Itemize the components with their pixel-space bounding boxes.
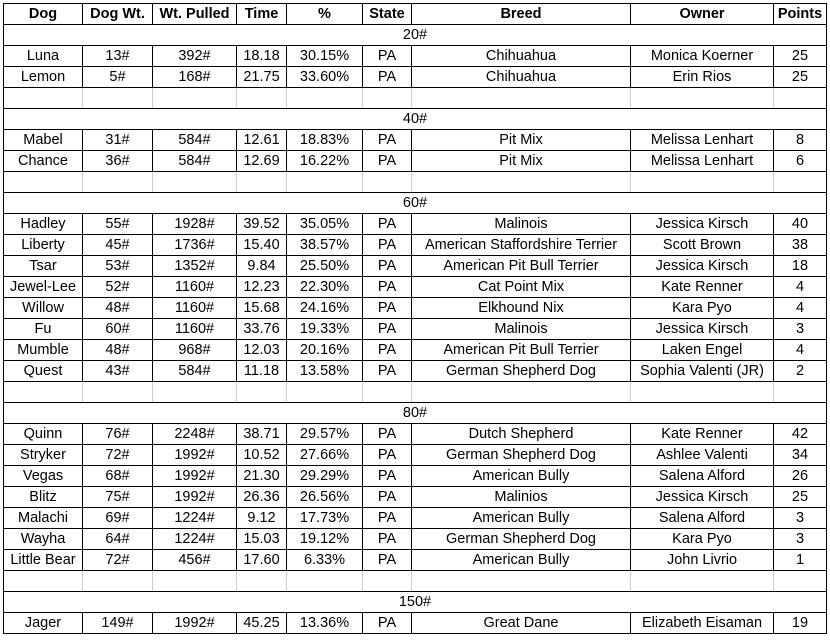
cell-weight-pulled: 1160# <box>153 277 237 298</box>
cell-weight-pulled: 1736# <box>153 235 237 256</box>
cell-weight-pulled: 968# <box>153 340 237 361</box>
spacer-cell <box>237 172 287 193</box>
cell-owner: Kate Renner <box>631 424 774 445</box>
cell-time: 38.71 <box>237 424 287 445</box>
cell-time: 12.03 <box>237 340 287 361</box>
spacer-row <box>4 382 827 403</box>
cell-breed: Elkhound Nix <box>412 298 631 319</box>
cell-breed: German Shepherd Dog <box>412 445 631 466</box>
spacer-cell <box>631 382 774 403</box>
cell-dog-name: Fu <box>4 319 83 340</box>
cell-percent: 13.58% <box>287 361 363 382</box>
group-header-row <box>4 403 827 424</box>
cell-percent: 25.50% <box>287 256 363 277</box>
group-header-row <box>4 592 827 613</box>
header-dog: Dog <box>4 4 83 25</box>
table-body <box>4 25 827 634</box>
group-label: 40# <box>4 109 827 130</box>
spacer-cell <box>153 571 237 592</box>
cell-breed: Pit Mix <box>412 130 631 151</box>
spacer-cell <box>237 571 287 592</box>
cell-dog-weight: 149# <box>83 613 153 634</box>
header-owner: Owner <box>631 4 774 25</box>
spacer-cell <box>237 382 287 403</box>
table-row <box>4 256 827 277</box>
cell-points: 8 <box>774 130 827 151</box>
cell-percent: 22.30% <box>287 277 363 298</box>
cell-weight-pulled: 584# <box>153 151 237 172</box>
spacer-cell <box>4 571 83 592</box>
cell-owner: Kate Renner <box>631 277 774 298</box>
cell-owner: Salena Alford <box>631 508 774 529</box>
cell-dog-weight: 52# <box>83 277 153 298</box>
cell-owner: Laken Engel <box>631 340 774 361</box>
spacer-cell <box>153 88 237 109</box>
cell-dog-weight: 72# <box>83 445 153 466</box>
cell-dog-name: Quinn <box>4 424 83 445</box>
cell-owner: Monica Koerner <box>631 46 774 67</box>
table-row <box>4 46 827 67</box>
header-state: State <box>363 4 412 25</box>
cell-breed: Great Dane <box>412 613 631 634</box>
cell-weight-pulled: 1992# <box>153 613 237 634</box>
cell-dog-name: Chance <box>4 151 83 172</box>
cell-weight-pulled: 456# <box>153 550 237 571</box>
group-label: 60# <box>4 193 827 214</box>
table-row <box>4 613 827 634</box>
cell-dog-name: Luna <box>4 46 83 67</box>
cell-dog-weight: 72# <box>83 550 153 571</box>
cell-time: 10.52 <box>237 445 287 466</box>
cell-time: 17.60 <box>237 550 287 571</box>
cell-points: 3 <box>774 319 827 340</box>
header-time: Time <box>237 4 287 25</box>
table-row <box>4 235 827 256</box>
cell-points: 40 <box>774 214 827 235</box>
spacer-cell <box>412 172 631 193</box>
cell-percent: 29.57% <box>287 424 363 445</box>
cell-weight-pulled: 1224# <box>153 508 237 529</box>
cell-dog-weight: 45# <box>83 235 153 256</box>
cell-state: PA <box>363 319 412 340</box>
cell-dog-name: Liberty <box>4 235 83 256</box>
group-header-row <box>4 109 827 130</box>
cell-dog-name: Jewel-Lee <box>4 277 83 298</box>
cell-dog-weight: 43# <box>83 361 153 382</box>
group-label: 20# <box>4 25 827 46</box>
cell-owner: Kara Pyo <box>631 298 774 319</box>
cell-weight-pulled: 584# <box>153 361 237 382</box>
cell-dog-name: Mumble <box>4 340 83 361</box>
cell-state: PA <box>363 256 412 277</box>
cell-time: 18.18 <box>237 46 287 67</box>
cell-breed: Dutch Shepherd <box>412 424 631 445</box>
cell-state: PA <box>363 445 412 466</box>
cell-owner: Jessica Kirsch <box>631 214 774 235</box>
cell-percent: 35.05% <box>287 214 363 235</box>
cell-points: 19 <box>774 613 827 634</box>
group-label: 80# <box>4 403 827 424</box>
cell-dog-name: Blitz <box>4 487 83 508</box>
cell-time: 12.61 <box>237 130 287 151</box>
table-row <box>4 67 827 88</box>
cell-dog-name: Tsar <box>4 256 83 277</box>
cell-time: 15.68 <box>237 298 287 319</box>
cell-state: PA <box>363 550 412 571</box>
cell-points: 2 <box>774 361 827 382</box>
cell-time: 39.52 <box>237 214 287 235</box>
cell-state: PA <box>363 487 412 508</box>
spacer-cell <box>412 571 631 592</box>
cell-percent: 18.83% <box>287 130 363 151</box>
cell-state: PA <box>363 340 412 361</box>
cell-weight-pulled: 1992# <box>153 487 237 508</box>
spacer-cell <box>287 382 363 403</box>
cell-weight-pulled: 1992# <box>153 445 237 466</box>
cell-dog-weight: 64# <box>83 529 153 550</box>
cell-state: PA <box>363 235 412 256</box>
header-percent: % <box>287 4 363 25</box>
cell-weight-pulled: 1352# <box>153 256 237 277</box>
cell-state: PA <box>363 151 412 172</box>
cell-state: PA <box>363 214 412 235</box>
cell-points: 26 <box>774 466 827 487</box>
table-row <box>4 340 827 361</box>
cell-dog-name: Wayha <box>4 529 83 550</box>
cell-time: 15.40 <box>237 235 287 256</box>
cell-weight-pulled: 1992# <box>153 466 237 487</box>
spacer-cell <box>774 172 827 193</box>
group-label: 150# <box>4 592 827 613</box>
spacer-row <box>4 88 827 109</box>
cell-time: 26.36 <box>237 487 287 508</box>
cell-dog-weight: 68# <box>83 466 153 487</box>
spacer-cell <box>363 571 412 592</box>
cell-points: 25 <box>774 487 827 508</box>
spacer-cell <box>83 88 153 109</box>
cell-time: 12.69 <box>237 151 287 172</box>
cell-state: PA <box>363 508 412 529</box>
cell-dog-weight: 69# <box>83 508 153 529</box>
cell-breed: American Pit Bull Terrier <box>412 256 631 277</box>
spacer-cell <box>412 382 631 403</box>
cell-dog-name: Lemon <box>4 67 83 88</box>
cell-time: 12.23 <box>237 277 287 298</box>
table-row <box>4 424 827 445</box>
cell-owner: Melissa Lenhart <box>631 130 774 151</box>
table-row <box>4 130 827 151</box>
cell-owner: Ashlee Valenti <box>631 445 774 466</box>
cell-points: 6 <box>774 151 827 172</box>
cell-dog-name: Little Bear <box>4 550 83 571</box>
spacer-cell <box>412 88 631 109</box>
cell-points: 25 <box>774 46 827 67</box>
cell-dog-weight: 36# <box>83 151 153 172</box>
cell-dog-weight: 48# <box>83 340 153 361</box>
cell-dog-weight: 5# <box>83 67 153 88</box>
table-row <box>4 508 827 529</box>
group-header-row <box>4 25 827 46</box>
cell-dog-name: Stryker <box>4 445 83 466</box>
cell-percent: 29.29% <box>287 466 363 487</box>
cell-breed: Malinois <box>412 319 631 340</box>
cell-dog-name: Hadley <box>4 214 83 235</box>
spacer-cell <box>287 88 363 109</box>
cell-percent: 20.16% <box>287 340 363 361</box>
cell-dog-weight: 13# <box>83 46 153 67</box>
spacer-cell <box>287 571 363 592</box>
header-breed: Breed <box>412 4 631 25</box>
cell-state: PA <box>363 46 412 67</box>
cell-points: 25 <box>774 67 827 88</box>
cell-dog-weight: 55# <box>83 214 153 235</box>
cell-weight-pulled: 168# <box>153 67 237 88</box>
cell-time: 45.25 <box>237 613 287 634</box>
cell-state: PA <box>363 361 412 382</box>
cell-weight-pulled: 392# <box>153 46 237 67</box>
cell-percent: 30.15% <box>287 46 363 67</box>
cell-owner: Melissa Lenhart <box>631 151 774 172</box>
cell-points: 1 <box>774 550 827 571</box>
cell-dog-name: Jager <box>4 613 83 634</box>
spacer-cell <box>631 571 774 592</box>
cell-percent: 33.60% <box>287 67 363 88</box>
cell-percent: 24.16% <box>287 298 363 319</box>
cell-dog-name: Mabel <box>4 130 83 151</box>
cell-owner: John Livrio <box>631 550 774 571</box>
cell-state: PA <box>363 67 412 88</box>
cell-points: 38 <box>774 235 827 256</box>
cell-state: PA <box>363 298 412 319</box>
cell-points: 3 <box>774 508 827 529</box>
cell-time: 21.75 <box>237 67 287 88</box>
spacer-row <box>4 571 827 592</box>
spacer-cell <box>237 88 287 109</box>
header-dog-weight: Dog Wt. <box>83 4 153 25</box>
cell-weight-pulled: 1928# <box>153 214 237 235</box>
cell-points: 34 <box>774 445 827 466</box>
cell-weight-pulled: 1224# <box>153 529 237 550</box>
cell-state: PA <box>363 130 412 151</box>
cell-breed: American Staffordshire Terrier <box>412 235 631 256</box>
cell-dog-weight: 76# <box>83 424 153 445</box>
cell-time: 15.03 <box>237 529 287 550</box>
cell-owner: Sophia Valenti (JR) <box>631 361 774 382</box>
spacer-cell <box>774 382 827 403</box>
spacer-cell <box>287 172 363 193</box>
spacer-row <box>4 172 827 193</box>
spacer-cell <box>363 172 412 193</box>
cell-percent: 17.73% <box>287 508 363 529</box>
cell-percent: 13.36% <box>287 613 363 634</box>
spacer-cell <box>4 172 83 193</box>
cell-percent: 16.22% <box>287 151 363 172</box>
cell-weight-pulled: 2248# <box>153 424 237 445</box>
table-row <box>4 550 827 571</box>
spacer-cell <box>153 172 237 193</box>
header-points: Points <box>774 4 827 25</box>
cell-breed: Chihuahua <box>412 46 631 67</box>
cell-points: 3 <box>774 529 827 550</box>
cell-owner: Jessica Kirsch <box>631 319 774 340</box>
cell-dog-weight: 53# <box>83 256 153 277</box>
cell-percent: 6.33% <box>287 550 363 571</box>
cell-percent: 19.33% <box>287 319 363 340</box>
cell-breed: American Bully <box>412 508 631 529</box>
table-row <box>4 466 827 487</box>
spacer-cell <box>83 571 153 592</box>
cell-dog-weight: 48# <box>83 298 153 319</box>
cell-dog-name: Willow <box>4 298 83 319</box>
cell-state: PA <box>363 424 412 445</box>
header-row <box>4 4 827 25</box>
cell-points: 18 <box>774 256 827 277</box>
cell-points: 42 <box>774 424 827 445</box>
spacer-cell <box>363 382 412 403</box>
header-weight-pulled: Wt. Pulled <box>153 4 237 25</box>
cell-time: 21.30 <box>237 466 287 487</box>
spacer-cell <box>631 88 774 109</box>
cell-owner: Kara Pyo <box>631 529 774 550</box>
cell-owner: Jessica Kirsch <box>631 487 774 508</box>
cell-owner: Salena Alford <box>631 466 774 487</box>
cell-state: PA <box>363 529 412 550</box>
spacer-cell <box>153 382 237 403</box>
cell-breed: Pit Mix <box>412 151 631 172</box>
cell-dog-name: Quest <box>4 361 83 382</box>
cell-time: 9.12 <box>237 508 287 529</box>
cell-dog-weight: 75# <box>83 487 153 508</box>
cell-breed: American Bully <box>412 466 631 487</box>
spacer-cell <box>774 88 827 109</box>
group-header-row <box>4 193 827 214</box>
cell-owner: Jessica Kirsch <box>631 256 774 277</box>
cell-breed: German Shepherd Dog <box>412 529 631 550</box>
cell-owner: Erin Rios <box>631 67 774 88</box>
cell-time: 9.84 <box>237 256 287 277</box>
cell-dog-name: Malachi <box>4 508 83 529</box>
cell-breed: Malinois <box>412 214 631 235</box>
cell-owner: Elizabeth Eisaman <box>631 613 774 634</box>
table-row <box>4 445 827 466</box>
cell-dog-name: Vegas <box>4 466 83 487</box>
cell-time: 33.76 <box>237 319 287 340</box>
cell-breed: Chihuahua <box>412 67 631 88</box>
cell-breed: Malinios <box>412 487 631 508</box>
spacer-cell <box>83 172 153 193</box>
table-row <box>4 277 827 298</box>
cell-points: 4 <box>774 340 827 361</box>
cell-weight-pulled: 1160# <box>153 298 237 319</box>
cell-breed: American Pit Bull Terrier <box>412 340 631 361</box>
spacer-cell <box>4 88 83 109</box>
cell-state: PA <box>363 277 412 298</box>
table-row <box>4 487 827 508</box>
cell-percent: 38.57% <box>287 235 363 256</box>
table-row <box>4 529 827 550</box>
table-row <box>4 298 827 319</box>
spacer-cell <box>631 172 774 193</box>
table-row <box>4 319 827 340</box>
spacer-cell <box>774 571 827 592</box>
results-table <box>3 3 827 634</box>
cell-state: PA <box>363 466 412 487</box>
cell-percent: 19.12% <box>287 529 363 550</box>
cell-dog-weight: 60# <box>83 319 153 340</box>
cell-breed: American Bully <box>412 550 631 571</box>
cell-breed: German Shepherd Dog <box>412 361 631 382</box>
spacer-cell <box>83 382 153 403</box>
spacer-cell <box>4 382 83 403</box>
spacer-cell <box>363 88 412 109</box>
cell-points: 4 <box>774 277 827 298</box>
table-row <box>4 214 827 235</box>
cell-owner: Scott Brown <box>631 235 774 256</box>
cell-percent: 27.66% <box>287 445 363 466</box>
table-row <box>4 361 827 382</box>
table-row <box>4 151 827 172</box>
cell-state: PA <box>363 613 412 634</box>
cell-points: 4 <box>774 298 827 319</box>
cell-breed: Cat Point Mix <box>412 277 631 298</box>
cell-percent: 26.56% <box>287 487 363 508</box>
cell-weight-pulled: 584# <box>153 130 237 151</box>
cell-dog-weight: 31# <box>83 130 153 151</box>
cell-weight-pulled: 1160# <box>153 319 237 340</box>
cell-time: 11.18 <box>237 361 287 382</box>
